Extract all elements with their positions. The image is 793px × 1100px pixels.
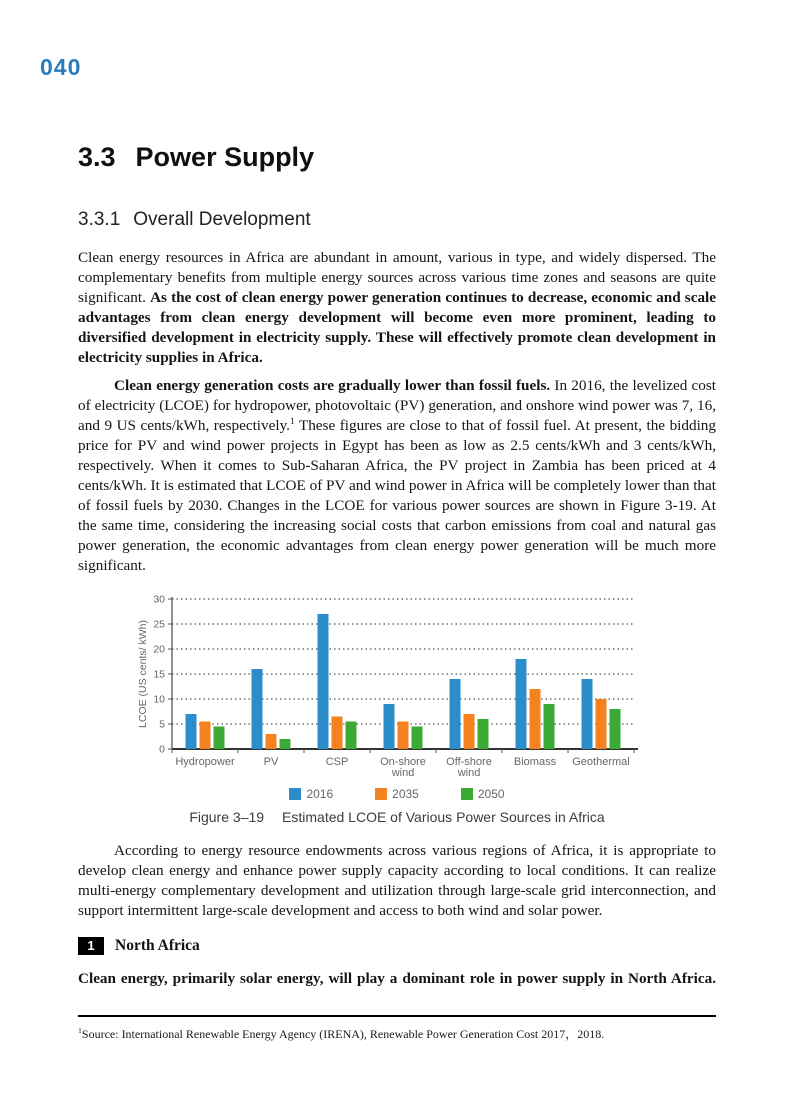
y-tick-label: 20 (153, 643, 165, 656)
figure-caption (78, 809, 716, 825)
bar-geothermal-2050 (610, 709, 621, 749)
lcoe-bar-chart-svg (134, 594, 664, 780)
north-africa-heading (78, 937, 716, 955)
legend-item-2016 (289, 787, 333, 801)
legend-swatch-2035 (375, 788, 387, 800)
legend-item-2050 (461, 787, 505, 801)
bar-off-shore-wind-2035 (464, 714, 475, 749)
paragraph-overview-text: Clean energy resources in Africa are abundant in amount, various in type, and widely dispersed. The complementary benefits from multiple energy sources across various time zones and seasons are quite significant. (78, 249, 716, 306)
figure-caption-text: Estimated LCOE of Various Power Sources in Africa (282, 809, 605, 825)
figure-label: Figure 3–19 (189, 809, 265, 825)
bar-hydropower-2050 (214, 727, 225, 750)
bar-pv-2050 (280, 739, 291, 749)
chart-legend (78, 787, 716, 801)
x-category-label: PV (263, 756, 279, 768)
bar-hydropower-2035 (200, 722, 211, 750)
paragraph-costs-lead: Clean energy generation costs are gradually lower than fossil fuels. (114, 377, 551, 394)
x-category-label: Hydropower (175, 756, 235, 768)
section-number: 3.3 (78, 142, 116, 172)
y-tick-label: 15 (153, 668, 165, 681)
bar-csp-2050 (346, 722, 357, 750)
subsection-title: Overall Development (133, 209, 311, 230)
y-tick-label: 0 (159, 743, 165, 756)
footnote (78, 1025, 716, 1042)
bar-off-shore-wind-2016 (450, 679, 461, 749)
bar-pv-2016 (252, 669, 263, 749)
legend-label-2035: 2035 (392, 787, 419, 801)
bar-geothermal-2016 (582, 679, 593, 749)
x-category-label: Geothermal (572, 756, 630, 768)
legend-swatch-2016 (289, 788, 301, 800)
legend-label-2050: 2050 (477, 787, 505, 801)
bar-geothermal-2035 (596, 699, 607, 749)
y-tick-label: 25 (153, 618, 165, 631)
bar-on-shore-wind-2050 (412, 727, 423, 750)
footnote-text: Source: International Renewable Energy Agency (IRENA), Renewable Power Generation Cost 2017，2018. (81, 1027, 605, 1041)
page-number: 040 (40, 54, 82, 80)
bar-biomass-2016 (516, 659, 527, 749)
paragraph-costs (78, 376, 716, 576)
subsection-number: 3.3.1 (78, 209, 121, 230)
bar-biomass-2035 (530, 689, 541, 749)
page-content (78, 0, 716, 1042)
paragraph-overview (78, 248, 716, 368)
item-number-badge: 1 (78, 937, 104, 955)
subsection-heading (78, 209, 716, 231)
legend-label-2016: 2016 (306, 787, 334, 801)
legend-swatch-2050 (461, 788, 473, 800)
paragraph-costs-text-a: In 2016, the levelized cost of electricity (LCOE) for hydropower, photovoltaic (PV) generation, and onshore wind power was 7, 16, and 9 US cents/kWh, respectively. (78, 377, 716, 434)
bar-hydropower-2016 (186, 714, 197, 749)
bar-csp-2035 (332, 717, 343, 750)
bar-off-shore-wind-2050 (478, 719, 489, 749)
paragraph-overview-bold-text: As the cost of clean energy power generation continues to decrease, economic and scale advantages from clean energy development will become even more prominent, leading to diversified development in electricity supply. These will effectively promote clean development in electricity supplies in Africa. (78, 289, 716, 366)
bar-pv-2035 (266, 734, 277, 749)
figure-3-19 (78, 594, 716, 825)
x-category-label: On-shore wind (380, 756, 426, 779)
bar-biomass-2050 (544, 704, 555, 749)
y-axis-label: LCOE (US cents/ kWh) (137, 620, 149, 728)
legend-item-2035 (375, 787, 419, 801)
y-tick-label: 10 (153, 693, 165, 706)
section-title: Power Supply (135, 142, 315, 172)
paragraph-costs-text-b: These figures are close to that of fossil fuel. At present, the bidding price for PV and wind power projects in Egypt has been as low as 2.5 cents/kWh and 3 cents/kWh, respectively. When it comes to Sub-Saharan Africa, the PV project in Zambia has been priced at 4 cents/kWh. It is estimated that LCOE of PV and wind power in Africa will be completely lower than that of fossil fuels by 2030. Changes in the LCOE for various power sources are shown in Figure 3-19. At the same time, considering the increasing social costs that carbon emissions from coal and natural gas power generation, the economic advantages from clean energy power generation will be much more significant. (78, 417, 716, 574)
y-tick-label: 5 (159, 718, 165, 731)
bar-on-shore-wind-2035 (398, 722, 409, 750)
lcoe-bar-chart (134, 594, 716, 785)
paragraph-regions: According to energy resource endowments across various regions of Africa, it is appropriate to develop clean energy and enhance power supply capacity according to local conditions. It can realize multi-energy complementary development and utilization through large-scale grid interconnection, and support intermittent large-scale development and access to both wind and solar power. (78, 842, 716, 919)
paragraph-north-africa-lead: Clean energy, primarily solar energy, will play a dominant role in power supply in North Africa. (78, 970, 716, 987)
footnote-reference: 1 (289, 416, 295, 427)
x-category-label: Biomass (513, 756, 557, 768)
footnote-divider (78, 1015, 716, 1017)
x-category-label: Off-shore wind (446, 756, 492, 779)
footnote-number: 1 (78, 1026, 82, 1035)
y-tick-label: 30 (153, 594, 165, 606)
section-heading (78, 142, 716, 173)
bar-on-shore-wind-2016 (384, 704, 395, 749)
x-category-label: CSP (325, 756, 349, 768)
north-africa-title: North Africa (115, 937, 200, 954)
bar-csp-2016 (318, 614, 329, 749)
